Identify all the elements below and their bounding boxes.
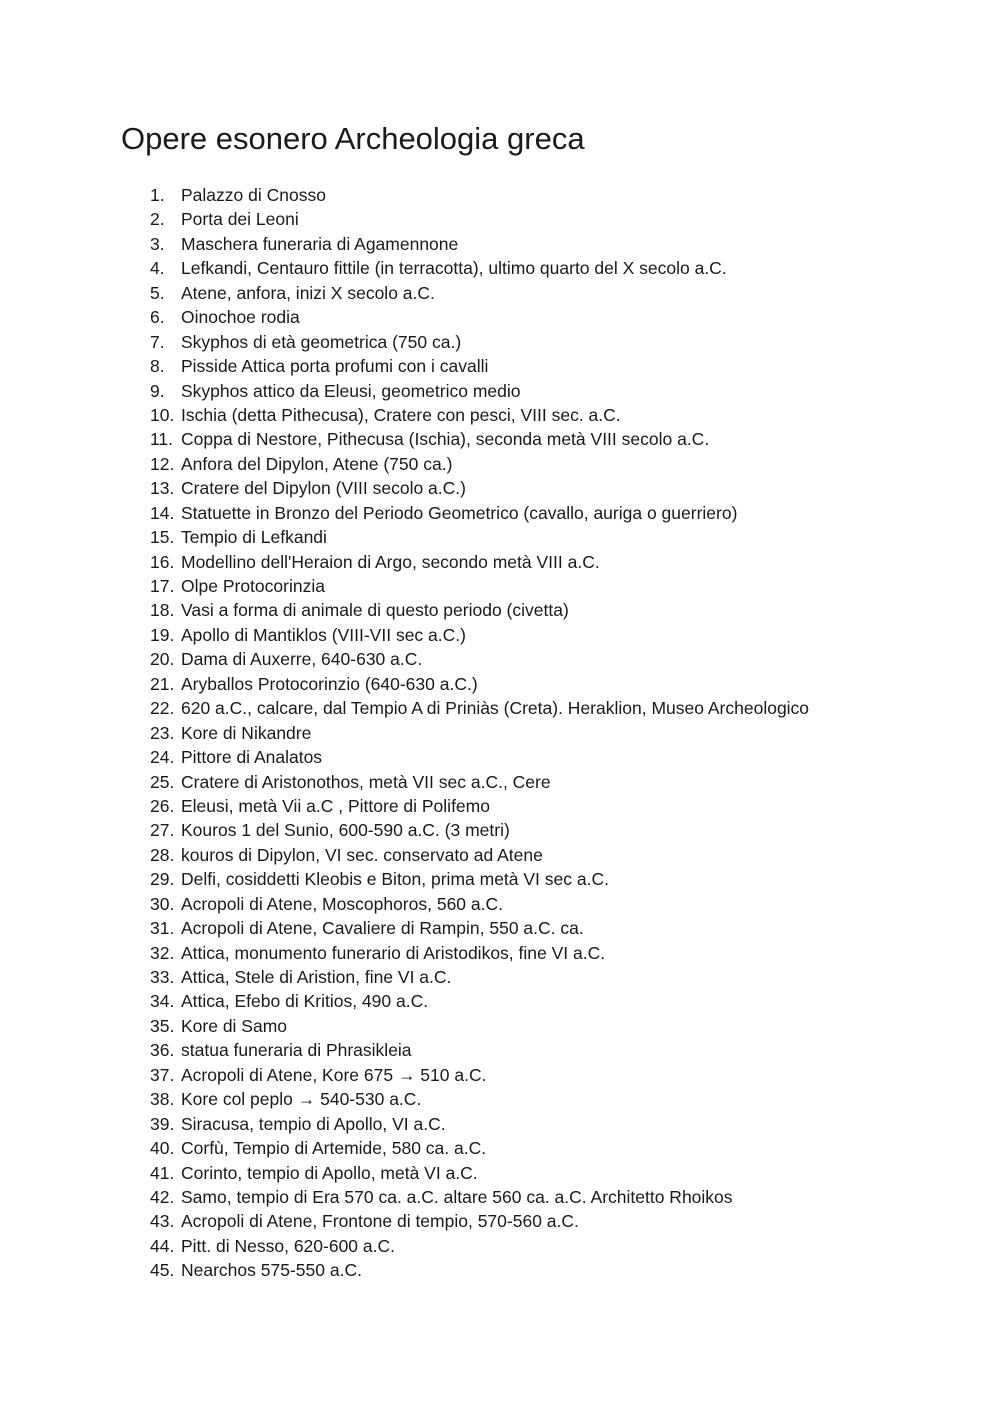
list-item-number: 41.	[150, 1162, 175, 1183]
list-item-text: Oinochoe rodia	[181, 307, 300, 328]
list-item-text: 620 a.C., calcare, dal Tempio A di Priniàs (Creta). Heraklion, Museo Archeologico	[181, 698, 810, 719]
list-item-text: Cratere di Aristonothos, metà VII sec a.C., Cere	[181, 771, 551, 792]
list-item-text: Apollo di Mantiklos (VIII-VII sec a.C.)	[181, 624, 466, 645]
list-item-number: 23.	[150, 722, 175, 743]
list-item-text: Delfi, cosiddetti Kleobis e Biton, prima metà VI sec a.C.	[181, 869, 609, 890]
list-item-number: 3.	[150, 233, 165, 254]
list-item-text: Kouros 1 del Sunio, 600-590 a.C. (3 metri)	[181, 820, 510, 841]
list-item-number: 9.	[150, 380, 165, 401]
list-item-text: Skyphos attico da Eleusi, geometrico medio	[181, 380, 521, 401]
list-item-text: statua funeraria di Phrasikleia	[181, 1040, 412, 1061]
list-item-number: 34.	[150, 991, 175, 1012]
list-item-number: 18.	[150, 600, 175, 621]
list-item-number: 20.	[150, 649, 175, 670]
list-item-number: 42.	[150, 1186, 175, 1207]
list-item-text: Acropoli di Atene, Kore 675 → 510 a.C.	[181, 1064, 487, 1085]
list-item-text: Eleusi, metà Vii a.C , Pittore di Polifemo	[181, 795, 490, 816]
list-item-number: 6.	[150, 307, 165, 328]
list-item-text: Attica, Stele di Aristion, fine VI a.C.	[181, 967, 452, 987]
list-item-text: Kore di Samo	[181, 1015, 288, 1036]
list-item-number: 35.	[150, 1015, 175, 1036]
list-item-number: 14.	[150, 502, 175, 523]
list-item-number: 28.	[150, 844, 175, 865]
list-item-number: 15.	[150, 527, 175, 548]
list-item-number: 26.	[150, 795, 175, 816]
list-item-text: kouros di Dipylon, VI sec. conservato ad Atene	[181, 844, 543, 865]
list-item-text: Kore di Nikandre	[181, 722, 312, 743]
list-item-text: Modellino dell'Heraion di Argo, secondo metà VIII a.C.	[181, 551, 600, 572]
list-item-text: Vasi a forma di animale di questo periodo (civetta)	[181, 600, 569, 621]
list-item-text: Atene, anfora, inizi X secolo a.C.	[181, 282, 435, 303]
list-item-text: Attica, monumento funerario di Aristodikos, fine VI a.C.	[181, 942, 606, 963]
list-item-text: Skyphos di età geometrica (750 ca.)	[181, 331, 462, 352]
list-item-number: 32.	[150, 942, 175, 963]
list-item-text: Dama di Auxerre, 640-630 a.C.	[181, 649, 423, 670]
document-title: Opere esonero Archeologia greca	[121, 121, 585, 156]
list-item-number: 8.	[150, 356, 165, 377]
list-item-number: 22.	[150, 698, 175, 719]
list-item-number: 45.	[150, 1260, 175, 1281]
list-item-text: Acropoli di Atene, Moscophoros, 560 a.C.	[181, 893, 503, 914]
list-item-text: Acropoli di Atene, Cavaliere di Rampin, 550 a.C. ca.	[181, 918, 584, 939]
list-item-number: 19.	[150, 624, 175, 645]
list-item-number: 13.	[150, 478, 175, 499]
list-item-text: Cratere del Dipylon (VIII secolo a.C.)	[181, 478, 466, 499]
list-item-text: Olpe Protocorinzia	[181, 576, 325, 596]
list-item-number: 12.	[150, 453, 175, 474]
list-item-number: 44.	[150, 1235, 175, 1256]
list-item-number: 36.	[150, 1040, 175, 1061]
list-item-text: Coppa di Nestore, Pithecusa (Ischia), seconda metà VIII secolo a.C.	[181, 429, 710, 450]
list-item-text: Maschera funeraria di Agamennone	[181, 233, 459, 254]
list-item-text: Corinto, tempio di Apollo, metà VI a.C.	[181, 1162, 478, 1183]
list-item-text: Samo, tempio di Era 570 ca. a.C. altare 560 ca. a.C. Architetto Rhoikos	[181, 1186, 733, 1207]
list-item-number: 2.	[150, 209, 165, 230]
list-item-number: 39.	[150, 1113, 175, 1134]
list-item-text: Acropoli di Atene, Frontone di tempio, 570-560 a.C.	[181, 1211, 579, 1232]
list-item-number: 1.	[150, 185, 165, 205]
list-item-number: 25.	[150, 771, 175, 792]
list-item-text: Anfora del Dipylon, Atene (750 ca.)	[181, 453, 453, 474]
list-item-text: Porta dei Leoni	[181, 209, 299, 230]
list-item-number: 16.	[150, 551, 175, 572]
list-item-text: Tempio di Lefkandi	[181, 527, 327, 548]
list-item-text: Attica, Efebo di Kritios, 490 a.C.	[181, 991, 429, 1012]
list-item-number: 38.	[150, 1089, 175, 1110]
list-item-number: 5.	[150, 282, 165, 303]
list-item-number: 33.	[150, 967, 175, 987]
list-item-text: Pisside Attica porta profumi con i cavalli	[181, 356, 489, 377]
list-item-text: Statuette in Bronzo del Periodo Geometrico (cavallo, auriga o guerriero)	[181, 502, 738, 523]
list-item-text: Ischia (detta Pithecusa), Cratere con pesci, VIII sec. a.C.	[181, 404, 621, 425]
list-item-text: Palazzo di Cnosso	[181, 185, 326, 205]
list-item-number: 17.	[150, 576, 175, 596]
list-item-text: Lefkandi, Centauro fittile (in terracotta), ultimo quarto del X secolo a.C.	[181, 258, 727, 279]
list-item-text: Pitt. di Nesso, 620-600 a.C.	[181, 1235, 395, 1256]
list-item-number: 30.	[150, 893, 175, 914]
list-item-number: 21.	[150, 673, 175, 694]
list-item-number: 40.	[150, 1138, 175, 1159]
list-item-text: Pittore di Analatos	[181, 747, 323, 768]
list-item-number: 29.	[150, 869, 175, 890]
list-item-number: 11.	[150, 429, 174, 450]
list-item-text: Siracusa, tempio di Apollo, VI a.C.	[181, 1113, 446, 1134]
list-item-number: 24.	[150, 747, 175, 768]
list-item-number: 10.	[150, 404, 175, 425]
list-item-number: 7.	[150, 331, 165, 352]
list-item-number: 4.	[150, 258, 165, 279]
list-item-text: Corfù, Tempio di Artemide, 580 ca. a.C.	[181, 1138, 487, 1159]
list-item-text: Nearchos 575-550 a.C.	[181, 1260, 362, 1281]
list-item-text: Kore col peplo → 540-530 a.C.	[181, 1089, 422, 1110]
list-item-number: 31.	[150, 918, 175, 939]
list-item-number: 27.	[150, 820, 175, 841]
list-item-text: Aryballos Protocorinzio (640-630 a.C.)	[181, 673, 478, 694]
list-item-number: 43.	[150, 1211, 175, 1232]
list-item-number: 37.	[150, 1064, 175, 1085]
